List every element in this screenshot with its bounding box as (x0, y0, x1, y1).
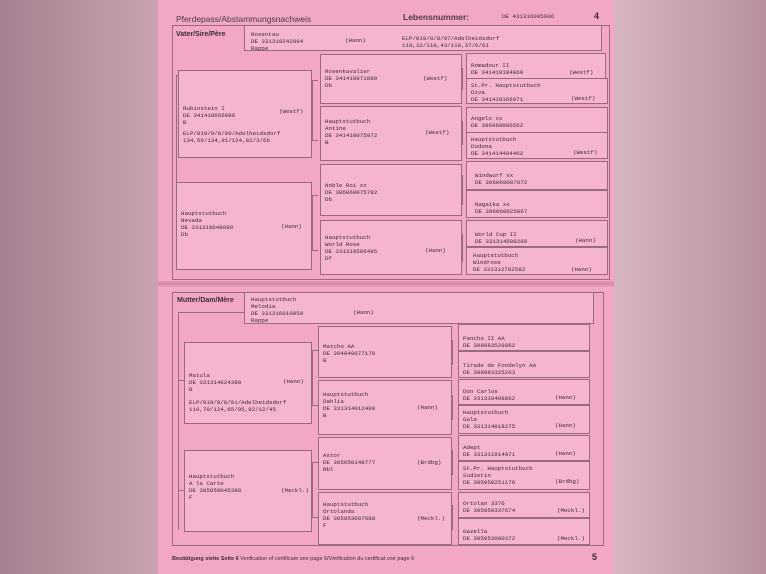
sire-scores: 119,32/119,43/110,37/6/61 (402, 42, 489, 49)
dd-sire-name: Astor (323, 452, 341, 459)
ancestor-ueln: DE 308083325263 (463, 369, 516, 376)
tree-line (312, 350, 313, 405)
ancestor-name: St.Pr. Hauptstutbuch (471, 82, 541, 89)
dd-sire-breed: (Brdbg) (417, 459, 442, 466)
ds-dam-name2: Dahlia (323, 398, 344, 405)
ds-dam-ueln: DE 331314012480 (323, 405, 376, 412)
dd-sire-ueln: DE 305050148777 (323, 459, 376, 466)
page-title: Pferdepass/Abstammungsnachweis (176, 14, 312, 24)
tree-line (312, 140, 318, 141)
ancestor-box-1 (466, 53, 606, 79)
ancestor-ueln: DE 341414484462 (471, 150, 524, 157)
ancestor-ueln: DE 308083528962 (463, 342, 516, 349)
ss-sire-color: Db (325, 82, 332, 89)
ancestor-breed: (Hann) (555, 394, 576, 401)
dam-dam-ueln: DE 305050045388 (189, 487, 242, 494)
ancestor-name: Hauptstutbuch (463, 409, 509, 416)
ancestor-box-7 (466, 220, 608, 247)
dam-sire-box (184, 342, 312, 424)
dam-sire-name: Matula (189, 372, 210, 379)
ss-dam-name2: Antine (325, 125, 346, 132)
sire-sire-box (178, 70, 312, 158)
dd-sire-box (318, 437, 452, 490)
sire-ueln: DE 331310242994 (251, 38, 304, 45)
lebensnummer-value: DE 431316005906 (502, 13, 555, 20)
tree-line (452, 395, 453, 420)
ancestor-ueln: DE 331314018275 (463, 423, 516, 430)
ds-sire-ueln: DE 304040077178 (323, 350, 376, 357)
tree-line (462, 234, 463, 262)
ancestor-breed: (Westf) (569, 69, 594, 76)
dd-sire-color: Rbl (323, 466, 334, 473)
background-left (0, 0, 158, 574)
sire-sire-elp: ELP/019/8/8/89/Adelheidsdorf (183, 130, 281, 137)
sire-sire-name: Rubinstein I (183, 105, 225, 112)
ancestor-breed: (Meckl.) (557, 535, 585, 542)
ancestor-breed: (Brdbg) (555, 478, 580, 485)
sd-sire-ueln: DE 306060075782 (325, 189, 378, 196)
tree-line (178, 312, 179, 530)
sire-section-label: Vater/Sire/Père (176, 31, 226, 38)
ancestor-name: St.Pr. Hauptstutbuch (463, 465, 533, 472)
dam-ancestor-box-8 (458, 518, 590, 545)
ss-dam-color: B (325, 139, 329, 146)
ancestor-breed: (Hann) (571, 266, 592, 273)
sd-dam-name2: World Rose (325, 241, 360, 248)
ds-sire-color: B (323, 357, 327, 364)
sire-dam-name: Hauptstutbuch (181, 210, 227, 217)
ds-sire-name: Matcho AA (323, 343, 355, 350)
dd-dam-breed: (Meckl.) (417, 515, 445, 522)
dam-dam-color: F (189, 494, 193, 501)
dd-dam-color: F (323, 522, 327, 529)
sire-box (244, 25, 602, 51)
tree-line (462, 175, 463, 205)
sire-color: Rappe (251, 45, 269, 52)
ancestor-box-5 (466, 161, 608, 190)
dam-sire-scores: 110,70/124,65/95,92/12/45 (189, 406, 276, 413)
sd-sire-name: Noble Roi xx (325, 182, 367, 189)
dam-ancestor-box-1 (458, 324, 590, 351)
dam-name2: Melodia (251, 303, 276, 310)
ss-sire-name: Rosenkavalier (325, 68, 371, 75)
ancestor-breed: (Westf) (571, 95, 596, 102)
ancestor-ueln: DE 305053000372 (463, 535, 516, 542)
ancestor-ueln: DE 331310408862 (463, 395, 516, 402)
page-number-bottom: 5 (592, 552, 598, 562)
ss-dam-breed: (Westf) (425, 129, 450, 136)
sire-sire-scores: 134,56/134,91/124,82/3/66 (183, 137, 270, 144)
footer-note (172, 556, 414, 562)
ancestor-breed: (Hann) (575, 237, 596, 244)
ss-sire-breed: (Westf) (423, 75, 448, 82)
tree-line (312, 80, 313, 140)
sd-sire-color: Db (325, 196, 332, 203)
ancestor-breed: (Meckl.) (557, 507, 585, 514)
sd-sire-box (320, 164, 462, 216)
dam-section-label: Mutter/Dam/Mère (177, 297, 234, 304)
page-fold (158, 281, 614, 287)
ds-dam-name: Hauptstutbuch (323, 391, 369, 398)
dam-ancestor-box-3 (458, 379, 590, 405)
sire-dam-ueln: DE 331319648989 (181, 224, 234, 231)
sd-dam-name: Hauptstutbuch (325, 234, 371, 241)
ancestor-name2: Dodona (471, 143, 492, 150)
ancestor-ueln: DE 306060025867 (475, 208, 528, 215)
dam-sire-elp: ELP/019/8/8/91/Adelheidsdorf (189, 399, 287, 406)
ancestor-name2: Windrose (473, 259, 501, 266)
ancestor-name: Pancho II AA (463, 335, 505, 342)
sire-sire-breed: (Westf) (279, 108, 304, 115)
ancestor-name: Gazella (463, 528, 488, 535)
tree-line (312, 462, 313, 517)
tree-line (312, 80, 318, 81)
dd-dam-name: Hauptstutbuch (323, 501, 369, 508)
ancestor-box-2 (466, 78, 608, 104)
ancestor-ueln: DE 341410184869 (471, 69, 524, 76)
ancestor-name: Hauptstutbuch (471, 136, 517, 143)
ancestor-name2: Sudietin (463, 472, 491, 479)
sire-dam-color: Db (181, 231, 188, 238)
ss-sire-ueln: DE 341410971080 (325, 75, 378, 82)
ancestor-breed: (Hann) (555, 450, 576, 457)
tree-line (452, 450, 453, 475)
ancestor-ueln: DE 306060006562 (471, 122, 524, 129)
sd-dam-color: Df (325, 255, 332, 262)
lebensnummer-label: Lebensnummer: (403, 12, 470, 22)
sire-sire-color: B (183, 119, 187, 126)
ancestor-ueln: DE 305050337674 (463, 507, 516, 514)
tree-line (462, 68, 463, 90)
ancestor-name: World Cup II (475, 231, 517, 238)
background-right (614, 0, 766, 574)
sire-breed: (Hann) (345, 37, 366, 44)
dam-dam-box (184, 450, 312, 532)
ancestor-ueln: DE 341410166971 (471, 96, 524, 103)
dam-dam-name: Hauptstutbuch (189, 473, 235, 480)
sire-elp: ELP/019/8/8/97/Adelheidsdorf (402, 35, 500, 42)
sire-name: Rosentau (251, 31, 279, 38)
ancestor-name: Hauptstutbuch (473, 252, 519, 259)
tree-line (312, 195, 313, 250)
ss-dam-box (320, 106, 462, 161)
ancestor-ueln: DE 331311914971 (463, 451, 516, 458)
ancestor-ueln: DE 305050251176 (463, 479, 516, 486)
dam-breed: (Hann) (353, 309, 374, 316)
sire-dam-box (176, 182, 312, 270)
dam-sire-breed: (Hann) (283, 378, 304, 385)
sire-dam-breed: (Hann) (281, 223, 302, 230)
ancestor-box-4 (466, 132, 608, 159)
dam-ancestor-box-5 (458, 435, 590, 461)
tree-line (462, 121, 463, 145)
ancestor-name2: Gala (463, 416, 477, 423)
tree-line (452, 505, 453, 530)
ancestor-name: Angelo xx (471, 115, 503, 122)
tree-line (312, 250, 318, 251)
dd-dam-ueln: DE 305053007688 (323, 515, 376, 522)
page-number-top: 4 (594, 11, 600, 21)
ancestor-box-3 (466, 107, 608, 133)
dam-box (244, 292, 594, 324)
sire-sire-ueln: DE 341410666986 (183, 112, 236, 119)
ancestor-breed: (Westf) (573, 149, 598, 156)
ancestor-box-8 (466, 247, 608, 275)
ancestor-name: Romadour II (471, 62, 510, 69)
footer-bold: Bestätigung siehe Seite 6 (172, 556, 239, 562)
ancestor-ueln: DE 306060087072 (475, 179, 528, 186)
tree-line (312, 195, 318, 196)
sd-dam-breed: (Hann) (425, 247, 446, 254)
ancestor-name2: Diva (471, 89, 485, 96)
dam-name: Hauptstutbuch (251, 296, 297, 303)
ancestor-breed: (Hann) (555, 422, 576, 429)
sire-dam-name2: Nevada (181, 217, 202, 224)
ancestor-ueln: DE 331312702582 (473, 266, 526, 273)
sd-dam-ueln: DE 331319506495 (325, 248, 378, 255)
dam-ancestor-box-4 (458, 405, 590, 434)
dam-sire-ueln: DE 331314624388 (189, 379, 242, 386)
dam-ancestor-box-2 (458, 351, 590, 378)
dam-dam-name2: A la Carte (189, 480, 224, 487)
dam-ancestor-box-7 (458, 492, 590, 518)
sd-dam-box (320, 220, 462, 275)
ds-dam-breed: (Hann) (417, 404, 438, 411)
ancestor-name: Windwurf xx (475, 172, 514, 179)
ancestor-name: Adept (463, 444, 481, 451)
ds-sire-box (318, 326, 452, 378)
ancestor-ueln: DE 331314508280 (475, 238, 528, 245)
footer-rest: Verification of certificate see page 6/Vérification du certificat voir page 6 (238, 556, 415, 562)
dam-sire-color: B (189, 386, 193, 393)
tree-line (178, 312, 244, 313)
ss-dam-name: Hauptstutbuch (325, 118, 371, 125)
ds-dam-box (318, 380, 452, 435)
dam-ancestor-box-6 (458, 461, 590, 490)
tree-line (452, 340, 453, 365)
ss-sire-box (320, 54, 462, 104)
ds-dam-color: B (323, 412, 327, 419)
dam-ueln: DE 331316010059 (251, 310, 304, 317)
ss-dam-ueln: DE 341410075972 (325, 132, 378, 139)
dd-dam-name2: Ortolanda (323, 508, 355, 515)
ancestor-name: Tirade de Fondelyn AA (463, 362, 537, 369)
dd-dam-box (318, 492, 452, 545)
ancestor-name: Nagaika xx (475, 201, 510, 208)
ancestor-name: Don Carlos (463, 388, 498, 395)
dam-dam-breed: (Meckl.) (281, 487, 309, 494)
ancestor-box-6 (466, 190, 608, 218)
ancestor-name: Ortolan 3376 (463, 500, 505, 507)
dam-color: Rappe (251, 317, 269, 324)
